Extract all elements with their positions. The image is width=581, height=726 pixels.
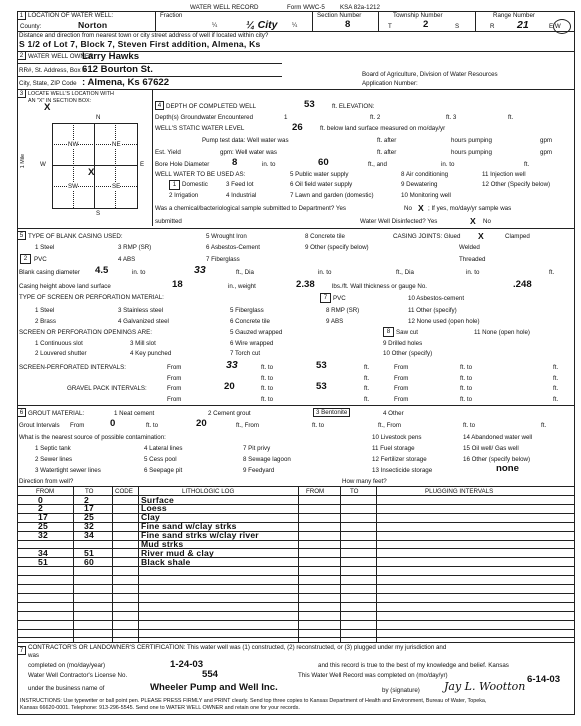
perf-mill[interactable]: 3 Mill slot bbox=[130, 340, 156, 347]
use-injection[interactable]: 11 Injection well bbox=[482, 171, 526, 178]
log-row-description: Fine sand strks w/clay river bbox=[141, 530, 259, 541]
contam-lagoon[interactable]: 8 Sewage lagoon bbox=[243, 456, 291, 463]
diameter-value[interactable]: 4.5 bbox=[95, 265, 109, 276]
grout-from-value[interactable]: 0 bbox=[110, 418, 116, 429]
quadrant-ne: NE bbox=[112, 141, 121, 148]
distance-label: Distance and direction from nearest town or city street address of well if located within city? bbox=[19, 32, 269, 39]
gpm-1: gpm bbox=[540, 137, 553, 144]
section-3-number: 3 bbox=[17, 89, 26, 98]
bore-to-value[interactable]: 60 bbox=[318, 157, 329, 168]
business-value[interactable]: Wheeler Pump and Well Inc. bbox=[150, 682, 278, 693]
contam-abandoned[interactable]: 14 Abandoned water well bbox=[463, 434, 533, 441]
locate-title-1: LOCATE WELL'S LOCATION WITH bbox=[28, 91, 114, 97]
ft-after-2: ft. after bbox=[377, 149, 397, 156]
fraction-label: Fraction bbox=[160, 12, 183, 19]
grout-label: GROUT MATERIAL: bbox=[28, 410, 85, 417]
log-row-to: 32 bbox=[84, 521, 94, 532]
license-label: Water Well Contractor's License No. bbox=[28, 672, 128, 679]
use-label: WELL WATER TO BE USED AS: bbox=[155, 171, 246, 178]
log-row-to: 25 bbox=[84, 512, 94, 523]
height-label: Casing height above land surface bbox=[19, 283, 111, 290]
section-number-value[interactable]: 8 bbox=[345, 19, 351, 30]
diameter-ft-dia-2: ft., Dia bbox=[396, 269, 414, 276]
log-row-to: 60 bbox=[84, 556, 94, 567]
gp-from-label-2: From bbox=[394, 385, 409, 392]
section-2-number: 2 bbox=[17, 51, 26, 60]
screen-abs[interactable]: 9 ABS bbox=[326, 318, 344, 325]
bore-value[interactable]: 8 bbox=[232, 157, 238, 168]
joints-x[interactable]: X bbox=[478, 231, 484, 241]
use-lawn[interactable]: 7 Lawn and garden (domestic) bbox=[290, 192, 374, 199]
completed-value[interactable]: 1-24-03 bbox=[170, 659, 204, 670]
instructions-line-2: Kansas 66620-0001. Telephone: 913-296-5545. Send one to WATER WELL OWNER and retain one for your records. bbox=[20, 705, 300, 711]
casing-rmp[interactable]: 3 RMP (SR) bbox=[118, 244, 152, 251]
compass-n: N bbox=[96, 114, 101, 121]
hours-pumping-1: hours pumping bbox=[451, 137, 492, 144]
grout-ft-from: ft., From bbox=[236, 422, 260, 429]
gp-from-label-3: From bbox=[167, 396, 182, 403]
record-completed-label: This Water Well Record was completed on (mo/day/yr) bbox=[298, 672, 448, 679]
use-feedlot[interactable]: 3 Feed lot bbox=[226, 181, 254, 188]
sp-ft-to-3: ft. to bbox=[261, 375, 274, 382]
log-row-from: 51 bbox=[38, 556, 48, 567]
log-row-line bbox=[17, 540, 574, 541]
certification-was: was bbox=[28, 652, 40, 659]
section-number-label: Section Number bbox=[317, 12, 362, 19]
log-row-line bbox=[17, 611, 574, 612]
use-air[interactable]: 8 Air conditioning bbox=[401, 171, 449, 178]
log-header-lithologic: LITHOLOGIC LOG bbox=[182, 488, 235, 495]
locate-x-mark: X bbox=[44, 102, 51, 113]
form-title: WATER WELL RECORD bbox=[190, 4, 259, 11]
section-5-number: 5 bbox=[17, 231, 26, 240]
screen-other[interactable]: 11 Other (specify) bbox=[408, 307, 457, 314]
static-tail: ft. below land surface measured on mo/day/yr bbox=[320, 125, 446, 132]
gauge-value[interactable]: .248 bbox=[513, 279, 532, 290]
gravel-pack-label: GRAVEL PACK INTERVALS: bbox=[67, 385, 147, 392]
ft-after-1: ft. after bbox=[377, 137, 397, 144]
groundwater-label: Depth(s) Groundwater Encountered bbox=[155, 114, 254, 121]
quadrant-sw: SW bbox=[68, 183, 78, 190]
contam-none-value[interactable]: none bbox=[496, 463, 519, 474]
contam-septic[interactable]: 1 Septic tank bbox=[35, 445, 71, 452]
contam-fuel[interactable]: 11 Fuel storage bbox=[372, 445, 415, 452]
screen-steel[interactable]: 1 Steel bbox=[35, 307, 55, 314]
contam-privy[interactable]: 7 Pit privy bbox=[243, 445, 271, 452]
pump-test-label: Pump test data: Well water was bbox=[202, 137, 289, 144]
section-6-number: 6 bbox=[17, 408, 26, 417]
gp-ft-to-3: ft. to bbox=[261, 396, 274, 403]
true-statement: and this record is true to the best of my knowledge and belief. Kansas bbox=[318, 662, 509, 669]
use-monitoring[interactable]: 10 Monitoring well bbox=[401, 192, 451, 199]
use-oilfield[interactable]: 6 Oil field water supply bbox=[290, 181, 353, 188]
perf-none[interactable]: 11 None (open hole) bbox=[474, 329, 530, 336]
screen-none[interactable]: 12 None used (open hole) bbox=[408, 318, 480, 325]
gp-ft-to-4: ft. to bbox=[460, 396, 473, 403]
contam-cess[interactable]: 5 Cess pool bbox=[144, 456, 177, 463]
diameter-label: Blank casing diameter bbox=[19, 269, 80, 276]
how-many-feet-label: How many feet? bbox=[342, 478, 387, 485]
county-value[interactable]: Norton bbox=[78, 20, 108, 30]
use-industrial[interactable]: 4 Industrial bbox=[226, 192, 257, 199]
log-row-line bbox=[17, 620, 574, 621]
compass-s: S bbox=[96, 210, 101, 217]
bact-question: Was a chemical/bacteriological sample submitted to Department? Yes bbox=[155, 205, 346, 212]
screen-asbestos[interactable]: 10 Asbestos-cement bbox=[408, 295, 465, 302]
casing-steel[interactable]: 1 Steel bbox=[35, 244, 55, 251]
log-row-to: 51 bbox=[84, 547, 94, 558]
log-row-line bbox=[17, 504, 574, 505]
perf-louvered[interactable]: 2 Louvered shutter bbox=[35, 350, 87, 357]
bore-ft-2: ft. bbox=[524, 161, 530, 168]
business-label: under the business name of bbox=[28, 685, 105, 692]
grout-to-value[interactable]: 20 bbox=[196, 418, 207, 429]
grout-from-label: From bbox=[70, 422, 85, 429]
signature[interactable]: Jay L. Wootton bbox=[444, 680, 526, 693]
diameter-to-value[interactable]: 33 bbox=[194, 264, 206, 276]
direction-label: Direction from well? bbox=[19, 478, 74, 485]
log-row-line bbox=[17, 575, 574, 576]
gpm-2: gpm bbox=[540, 149, 553, 156]
compass-w: W bbox=[40, 161, 46, 168]
sp-ft-4: ft. bbox=[553, 375, 559, 382]
contam-other[interactable]: 16 Other (specify below) bbox=[463, 456, 531, 463]
log-row-line bbox=[17, 513, 574, 514]
depth-value[interactable]: 53 bbox=[304, 99, 315, 110]
log-header-from: FROM bbox=[36, 488, 55, 495]
grout-ft-from-2: ft., From bbox=[378, 422, 402, 429]
sp-from-label-4: From bbox=[394, 375, 409, 382]
gp-from-label: From bbox=[167, 385, 182, 392]
screen-concrete[interactable]: 6 Concrete tile bbox=[230, 318, 270, 325]
instructions-line-1: INSTRUCTIONS: Use typewriter or ball point pen. PLEASE PRESS FIRMLY and PRINT clearly. Send top three copies to Kansas Department of Health and Environment, Bureau of Water, Topeka, bbox=[20, 698, 487, 704]
log-row-line bbox=[17, 593, 574, 594]
perf-continuous[interactable]: 1 Continuous slot bbox=[35, 340, 83, 347]
log-row-to: 34 bbox=[84, 530, 94, 541]
section-4-number: 4 bbox=[155, 101, 164, 110]
bore-label: Bore Hole Diameter bbox=[155, 161, 210, 168]
gw-2: ft. 2 bbox=[370, 114, 381, 121]
log-row-description: Mud strks bbox=[141, 539, 184, 549]
section-1-number: 1 bbox=[17, 11, 26, 20]
sp-from-label: From bbox=[167, 364, 182, 371]
record-date-value[interactable]: 6-14-03 bbox=[527, 674, 561, 685]
sp-ft-to-4: ft. to bbox=[460, 375, 473, 382]
grout-cement[interactable]: 2 Cement grout bbox=[208, 410, 251, 417]
log-row-description: Surface bbox=[141, 494, 174, 505]
diameter-ft-dia: ft., Dia bbox=[236, 269, 254, 276]
use-public[interactable]: 5 Public water supply bbox=[290, 171, 349, 178]
bore-ft-and: ft., and bbox=[368, 161, 387, 168]
log-row-from: 32 bbox=[38, 530, 48, 541]
log-header-code: CODE bbox=[115, 488, 133, 495]
form-number: Form WWC-5 bbox=[287, 4, 325, 11]
screen-intervals-label: SCREEN-PERFORATED INTERVALS: bbox=[19, 364, 126, 371]
weight-value[interactable]: 2.38 bbox=[296, 279, 315, 290]
grout-ft-to-2: ft. to bbox=[312, 422, 325, 429]
log-row-from: 0 bbox=[38, 494, 43, 505]
contam-lateral[interactable]: 4 Lateral lines bbox=[144, 445, 183, 452]
contamination-label: What is the nearest source of possible contamination: bbox=[19, 434, 166, 441]
casing-abs[interactable]: 4 ABS bbox=[118, 256, 136, 263]
screen-pvc-box[interactable]: 7 bbox=[320, 293, 331, 303]
section-box bbox=[52, 123, 138, 209]
owner-value[interactable]: Larry Hawks bbox=[82, 51, 140, 62]
grout-ft-3: ft. bbox=[541, 422, 547, 429]
application-number-label: Application Number: bbox=[362, 80, 418, 87]
bact-no: No bbox=[404, 205, 412, 212]
perf-other[interactable]: 10 Other (specify) bbox=[383, 350, 433, 357]
well-location-mark[interactable]: X bbox=[88, 167, 95, 178]
sp-from-label-3: From bbox=[167, 375, 182, 382]
compass-e: E bbox=[140, 161, 145, 168]
log-row-line bbox=[17, 566, 574, 567]
screen-rmp[interactable]: 8 RMP (SR) bbox=[326, 307, 360, 314]
perf-gauzed[interactable]: 5 Gauzed wrapped bbox=[230, 329, 283, 336]
grout-intervals-label: Grout Intervals bbox=[19, 422, 60, 429]
screen-pvc[interactable]: PVC bbox=[333, 295, 346, 302]
use-irrigation[interactable]: 2 Irrigation bbox=[169, 192, 199, 199]
depth-label: DEPTH OF COMPLETED WELL bbox=[166, 103, 257, 110]
log-row-to: 17 bbox=[84, 503, 94, 514]
gp-ft-2: ft. bbox=[553, 385, 559, 392]
casing-pvc-box[interactable]: 2 bbox=[20, 254, 31, 264]
sp-from-value[interactable]: 33 bbox=[226, 359, 238, 371]
township-s: S bbox=[455, 23, 460, 30]
screen-fiberglass[interactable]: 5 Fiberglass bbox=[230, 307, 264, 314]
static-label: WELL'S STATIC WATER LEVEL bbox=[155, 125, 245, 132]
grout-ft-to: ft. to bbox=[146, 422, 159, 429]
quadrant-se: SE bbox=[112, 183, 121, 190]
use-other[interactable]: 12 Other (Specify below) bbox=[482, 181, 551, 188]
location-label: LOCATION OF WATER WELL: bbox=[28, 12, 114, 19]
log-row-from: 25 bbox=[38, 521, 48, 532]
one-mile-label: 1 Mile bbox=[20, 153, 27, 169]
hours-pumping-2: hours pumping bbox=[451, 149, 492, 156]
distance-value[interactable]: S 1/2 of Lot 7, Block 7, Steven First addition, Almena, Ks bbox=[19, 39, 261, 49]
screen-material-label: TYPE OF SCREEN OR PERFORATION MATERIAL: bbox=[19, 294, 164, 301]
township-label: Township Number bbox=[393, 12, 443, 19]
sp-to-value[interactable]: 53 bbox=[316, 360, 327, 371]
sp-ft-to: ft. to bbox=[261, 364, 274, 371]
log-row-line bbox=[17, 602, 574, 603]
contam-seepage[interactable]: 6 Seepage pit bbox=[144, 467, 183, 474]
log-row-line bbox=[17, 629, 574, 630]
grout-other[interactable]: 4 Other bbox=[383, 410, 404, 417]
gw-4: ft. bbox=[508, 114, 514, 121]
use-domestic[interactable]: Domestic bbox=[182, 181, 208, 188]
bore-in-to-2: in. to bbox=[441, 161, 455, 168]
casing-asbestos[interactable]: 6 Asbestos-Cement bbox=[206, 244, 260, 251]
contam-fertilizer[interactable]: 12 Fertilizer storage bbox=[372, 456, 427, 463]
fraction-2-city[interactable]: ¼ City bbox=[246, 19, 278, 31]
range-direction: E W bbox=[549, 23, 561, 30]
quadrant-nw: NW bbox=[68, 141, 79, 148]
casing-joints: CASING JOINTS: Glued bbox=[393, 233, 461, 240]
log-row-line bbox=[17, 584, 574, 585]
bact-tail: ; If yes, mo/day/yr sample was bbox=[428, 205, 512, 212]
diameter-in-to: in. to bbox=[132, 269, 146, 276]
range-r: R bbox=[490, 23, 495, 30]
joints-threaded: Threaded bbox=[459, 256, 486, 263]
log-row-from: 34 bbox=[38, 547, 48, 558]
contam-feedyard[interactable]: 9 Feedyard bbox=[243, 467, 275, 474]
log-row-line bbox=[17, 522, 574, 523]
log-row-to: 2 bbox=[84, 494, 89, 505]
gpm-well-water: gpm: Well water was bbox=[220, 149, 277, 156]
log-header-to: TO bbox=[85, 488, 94, 495]
log-row-line bbox=[17, 557, 574, 558]
casing-concrete[interactable]: 8 Concrete tile bbox=[305, 233, 345, 240]
use-dewatering[interactable]: 9 Dewatering bbox=[401, 181, 438, 188]
address-label: RR#, St. Address, Box # : bbox=[19, 67, 90, 74]
log-row-description: Loess bbox=[141, 503, 167, 514]
gp-ft-to: ft. to bbox=[261, 385, 274, 392]
log-row-from: 2 bbox=[38, 503, 43, 514]
screen-stainless[interactable]: 3 Stainless steel bbox=[118, 307, 164, 314]
sp-ft-3: ft. bbox=[364, 375, 370, 382]
log-row-line bbox=[17, 548, 574, 549]
perf-drilled[interactable]: 9 Drilled holes bbox=[383, 340, 423, 347]
gp-from-value[interactable]: 20 bbox=[224, 381, 235, 392]
city-value[interactable]: : Almena, Ks 67622 bbox=[82, 77, 170, 88]
log-header-from-2: FROM bbox=[306, 488, 325, 495]
contam-oil[interactable]: 15 Oil well/ Gas well bbox=[463, 445, 519, 452]
perf-key[interactable]: 4 Key punched bbox=[130, 350, 172, 357]
weight-unit: lbs./ft. Wall thickness or gauge No. bbox=[332, 283, 428, 290]
contam-livestock[interactable]: 10 Livestock pens bbox=[372, 434, 422, 441]
log-row-description: Fine sand w/clay strks bbox=[141, 521, 237, 532]
owner-label: WATER WELL OWNER: bbox=[28, 53, 96, 60]
form-frame bbox=[17, 11, 575, 715]
casing-wrought[interactable]: 5 Wrought Iron bbox=[206, 233, 247, 240]
contam-watertight[interactable]: 3 Watertight sewer lines bbox=[35, 467, 101, 474]
grout-ft-to-3: ft. to bbox=[463, 422, 476, 429]
log-header-plugging: PLUGGING INTERVALS bbox=[425, 488, 494, 495]
casing-pvc[interactable]: PVC bbox=[34, 256, 47, 263]
contam-sewer[interactable]: 2 Sewer lines bbox=[35, 456, 73, 463]
screen-brass[interactable]: 2 Brass bbox=[35, 318, 56, 325]
diameter-in-to-3: in. to bbox=[466, 269, 480, 276]
sp-ft-2: ft. bbox=[553, 364, 559, 371]
section-7-number: 7 bbox=[17, 646, 26, 655]
height-in-weight: in., weight bbox=[228, 283, 256, 290]
log-row-line bbox=[17, 531, 574, 532]
gw-3: ft. 3 bbox=[446, 114, 457, 121]
joints-clamped: Clamped bbox=[505, 233, 530, 240]
city-label: City, State, ZIP Code bbox=[19, 80, 77, 87]
static-value[interactable]: 26 bbox=[292, 122, 303, 133]
use-selected-box[interactable]: 1 bbox=[169, 180, 180, 190]
county-label: County: bbox=[20, 23, 42, 30]
screen-galvanized[interactable]: 4 Galvanized steel bbox=[118, 318, 169, 325]
log-row-description: Clay bbox=[141, 512, 160, 523]
fraction-1: ¼ bbox=[212, 22, 218, 29]
perf-torch[interactable]: 7 Torch cut bbox=[230, 350, 261, 357]
range-value[interactable]: 21 bbox=[517, 19, 529, 31]
contam-insecticide[interactable]: 13 Insecticide storage bbox=[372, 467, 433, 474]
blank-casing-label: TYPE OF BLANK CASING USED: bbox=[28, 233, 123, 240]
diameter-ft-3: ft. bbox=[549, 269, 555, 276]
log-row-description: River mud & clay bbox=[141, 547, 214, 558]
range-label: Range Number bbox=[493, 12, 535, 19]
signature-label: by (signature) bbox=[382, 687, 420, 694]
fraction-3: ¼ bbox=[292, 22, 298, 29]
log-row-from: 17 bbox=[38, 512, 48, 523]
perf-sawcut-box[interactable]: 8 bbox=[383, 327, 394, 337]
disinfected-no: No bbox=[483, 218, 491, 225]
gp-to-value[interactable]: 53 bbox=[316, 381, 327, 392]
perf-wire[interactable]: 6 Wire wrapped bbox=[230, 340, 274, 347]
gp-ft-to-2: ft. to bbox=[460, 385, 473, 392]
sp-ft: ft. bbox=[364, 364, 370, 371]
ksa-reference: KSA 82a-1212 bbox=[340, 4, 380, 11]
submitted-label: submitted bbox=[155, 218, 182, 225]
certification-text: CONTRACTOR'S OR LANDOWNER'S CERTIFICATION: This water well was (1) constructed, (2) reconstructed, or (3) plugged under my jurisdiction and bbox=[28, 644, 447, 651]
perf-sawcut[interactable]: Saw cut bbox=[396, 329, 419, 336]
height-value[interactable]: 18 bbox=[172, 279, 183, 290]
disinfected-label: Water Well Disinfected? Yes bbox=[360, 218, 438, 225]
casing-other[interactable]: 9 Other (specify below) bbox=[305, 244, 369, 251]
disinfected-x[interactable]: X bbox=[470, 216, 476, 226]
grout-neat[interactable]: 1 Neat cement bbox=[114, 410, 155, 417]
address-value[interactable]: 612 Bourton St. bbox=[82, 64, 153, 75]
elevation-label: ft. ELEVATION: bbox=[332, 103, 375, 110]
board-label: Board of Agriculture, Division of Water Resources bbox=[362, 71, 498, 78]
township-value[interactable]: 2 bbox=[423, 19, 429, 30]
bact-x[interactable]: X bbox=[418, 203, 424, 213]
bore-in-to: in. to bbox=[262, 161, 276, 168]
grout-bentonite[interactable]: 3 Bentonite bbox=[313, 408, 350, 417]
gp-from-label-4: From bbox=[394, 396, 409, 403]
log-header-to-2: TO bbox=[350, 488, 359, 495]
locate-title-2: AN "X" IN SECTION BOX: bbox=[28, 98, 92, 104]
completed-label: completed on (mo/day/year) bbox=[28, 662, 106, 669]
township-t: T bbox=[388, 23, 392, 30]
casing-fiberglass[interactable]: 7 Fiberglass bbox=[206, 256, 240, 263]
perf-openings-label: SCREEN OR PERFORATION OPENINGS ARE: bbox=[19, 329, 152, 336]
gw-1: 1 bbox=[284, 114, 288, 121]
gp-ft: ft. bbox=[364, 385, 370, 392]
est-yield-label: Est. Yield bbox=[155, 149, 181, 156]
sp-from-label-2: From bbox=[394, 364, 409, 371]
gp-ft-4: ft. bbox=[553, 396, 559, 403]
license-value[interactable]: 554 bbox=[202, 669, 219, 680]
gp-ft-3: ft. bbox=[364, 396, 370, 403]
log-row-line bbox=[17, 637, 574, 638]
joints-welded: Welded bbox=[459, 244, 480, 251]
diameter-in-to-2: in. to bbox=[318, 269, 332, 276]
log-row-description: Black shale bbox=[141, 556, 191, 567]
sp-ft-to-2: ft. to bbox=[460, 364, 473, 371]
